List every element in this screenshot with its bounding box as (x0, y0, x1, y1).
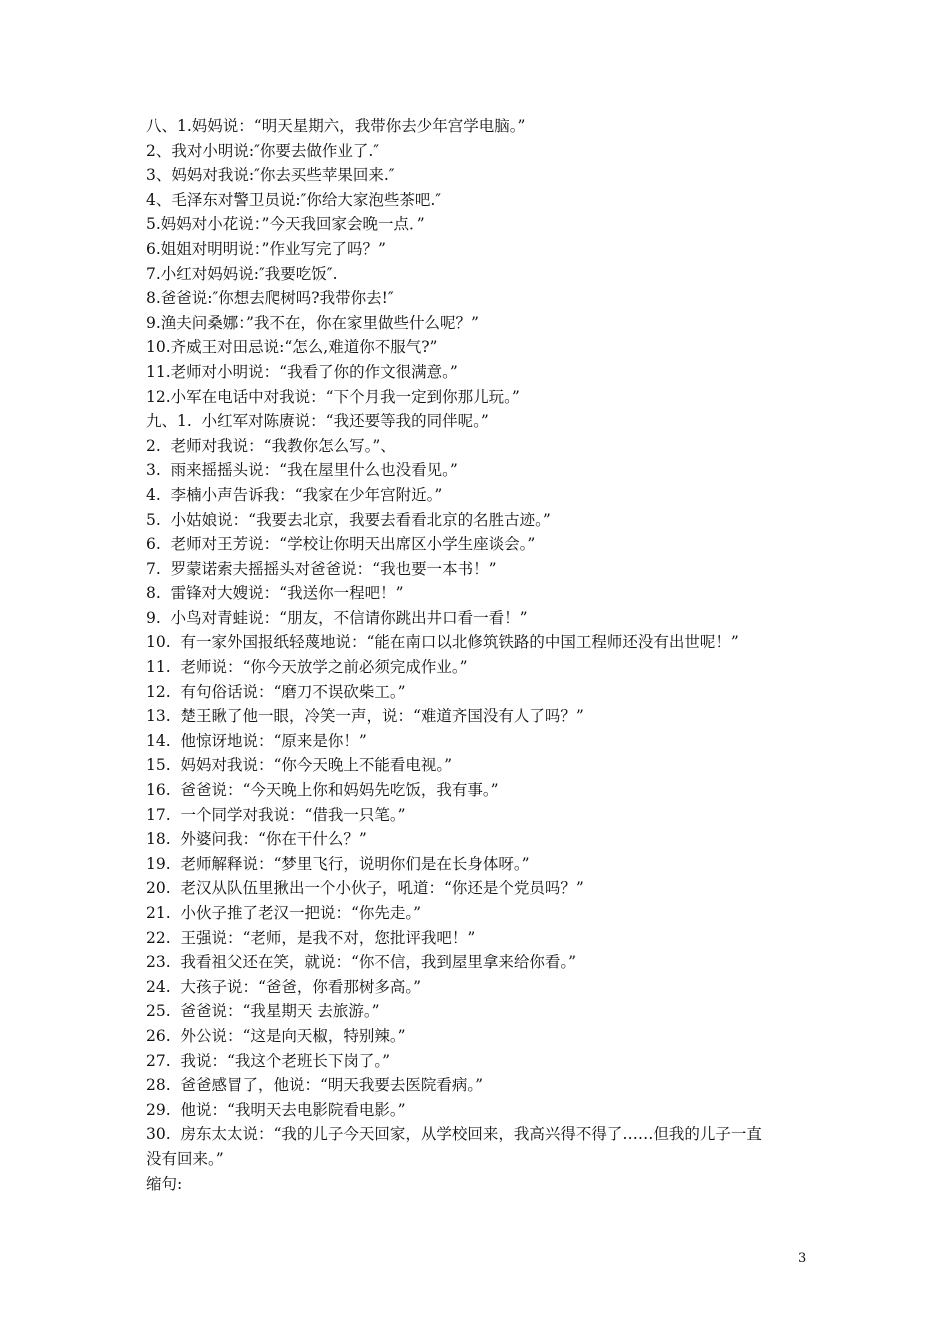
text-line: 7. 罗蒙诺索夫摇摇头对爸爸说：“我也要一本书！” (146, 559, 497, 578)
text-line: 5.妈妈对小花说：”今天我回家会晚一点．” (146, 215, 425, 234)
text-line: 缩句: (146, 1174, 183, 1193)
text-line: 14. 他惊讶地说：“原来是你！” (146, 731, 367, 750)
text-line: 13. 楚王瞅了他一眼，冷笑一声，说：“难道齐国没有人了吗？” (146, 707, 584, 726)
text-line: 8.爸爸说:″你想去爬树吗?我带你去!″ (146, 289, 394, 308)
document-body (146, 114, 826, 1196)
text-line: 10. 有一家外国报纸轻蔑地说：“能在南口以北修筑铁路的中国工程师还没有出世呢！” (146, 633, 739, 652)
text-line: 22. 王强说：“老师，是我不对，您批评我吧！” (146, 928, 476, 947)
text-line: 9. 小鸟对青蛙说：“朋友，不信请你跳出井口看一看！” (146, 608, 528, 627)
text-line: 9.渔夫问桑娜：”我不在，你在家里做些什么呢？” (146, 313, 479, 332)
text-line: 23. 我看祖父还在笑，就说：“你不信，我到屋里拿来给你看。” (146, 953, 577, 972)
text-line: 8. 雷锋对大嫂说：“我送你一程吧！” (146, 584, 404, 603)
text-line: 10.齐威王对田忌说:“怎么,难道你不服气?” (146, 338, 438, 357)
text-line: 28. 爸爸感冒了，他说：“明天我要去医院看病。” (146, 1076, 484, 1095)
text-line: 6.姐姐对明明说：”作业写完了吗？” (146, 239, 386, 258)
text-line: 19. 老师解释说：“梦里飞行，说明你们是在长身体呀。” (146, 854, 530, 873)
text-line: 27. 我说：“我这个老班长下岗了。” (146, 1051, 391, 1070)
text-line: 4、毛泽东对警卫员说:″你给大家泡些茶吧.″ (146, 190, 442, 209)
text-line: 24. 大孩子说：“爸爸，你看那树多高。” (146, 977, 422, 996)
text-line: 15. 妈妈对我说：“你今天晚上不能看电视。” (146, 756, 453, 775)
text-line: 17. 一个同学对我说：“借我一只笔。” (146, 805, 406, 824)
text-line: 6. 老师对王芳说：“学校让你明天出席区小学生座谈会。” (146, 535, 536, 554)
text-line: 5. 小姑娘说：“我要去北京，我要去看看北京的名胜古迹。” (146, 510, 551, 529)
text-line: 2、我对小明说:″你要去做作业了.″ (146, 141, 380, 160)
text-line: 4. 李楠小声告诉我：“我家在少年宫附近。” (146, 485, 443, 504)
text-line: 3、妈妈对我说:″你去买些苹果回来.″ (146, 166, 395, 185)
text-line: 7.小红对妈妈说:″我要吃饭″. (146, 264, 338, 283)
text-line: 25. 爸爸说：“我星期天 去旅游。” (146, 1002, 380, 1021)
text-line: 11. 老师说：“你今天放学之前必须完成作业。” (146, 658, 468, 677)
text-line: 20. 老汉从队伍里揪出一个小伙子，吼道：“你还是个党员吗？” (146, 879, 584, 898)
text-line: 12.小军在电话中对我说：“下个月我一定到你那儿玩。” (146, 387, 520, 406)
text-line: 26. 外公说：“这是向天椒，特别辣。” (146, 1026, 406, 1045)
page-number: 3 (798, 1251, 807, 1266)
text-line: 九、1. 小红军对陈赓说：“我还要等我的同伴呢。” (146, 412, 489, 431)
text-line: 八、1.妈妈说：“明天星期六，我带你去少年宫学电脑。” (146, 117, 526, 135)
text-line: 2. 老师对我说：“我教你怎么写。”、 (146, 436, 396, 455)
text-line: 11.老师对小明说：“我看了你的作文很满意。” (146, 362, 458, 381)
text-line: 30. 房东太太说：“我的儿子今天回家，从学校回来，我高兴得不得了……但我的儿子一直 (146, 1125, 762, 1144)
text-line: 16. 爸爸说：“今天晚上你和妈妈先吃饭，我有事。” (146, 781, 499, 800)
text-line: 21. 小伙子推了老汉一把说：“你先走。” (146, 904, 422, 922)
text-line: 没有回来。” (146, 1149, 224, 1168)
text-line: 18. 外婆问我：“你在干什么？” (146, 830, 367, 849)
text-line: 29. 他说：“我明天去电影院看电影。” (146, 1100, 406, 1119)
text-line: 3. 雨来摇摇头说：“我在屋里什么也没看见。” (146, 461, 458, 480)
text-line: 12. 有句俗话说：“磨刀不误砍柴工。” (146, 682, 406, 701)
